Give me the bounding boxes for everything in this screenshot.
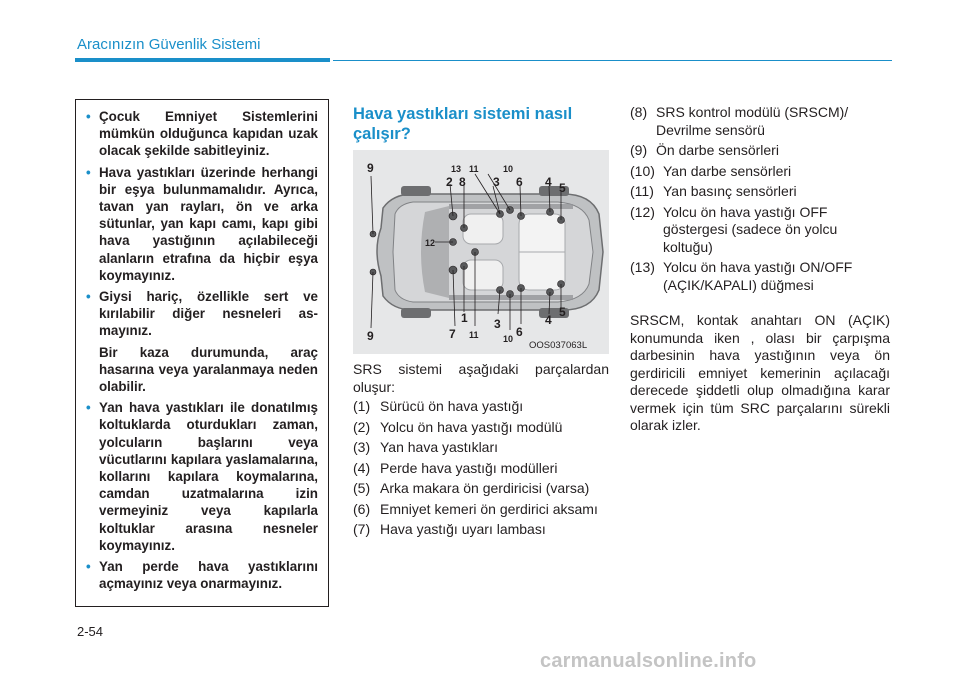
list-item: (8) SRS kontrol modülü (SRSCM)/ Devrilme sensörü — [630, 104, 849, 138]
parts-list-left — [353, 398, 609, 542]
warning-item — [86, 288, 318, 395]
label-11-bottom: 11 — [469, 330, 479, 340]
header-rule-thin — [333, 60, 892, 61]
label-12: 12 — [425, 238, 436, 248]
label-7: 7 — [449, 327, 456, 341]
parts-list-right — [630, 104, 890, 297]
header-rule-thick — [75, 58, 330, 62]
bullet-icon: • — [86, 164, 91, 180]
bullet-icon: • — [86, 400, 91, 416]
label-11-top: 11 — [469, 164, 479, 174]
list-item: (2) Yolcu ön hava yastığı modülü — [353, 418, 563, 435]
warning-item — [86, 399, 318, 554]
list-item: (3) Yan hava yastıkları — [353, 439, 499, 455]
list-item: (12) Yolcu ön hava yastığı OFF göstergesi (sadece ön yolcu koltuğu) — [630, 203, 838, 255]
diagram-code: OOS037063L — [529, 340, 588, 351]
label-10-top: 10 — [503, 164, 514, 174]
watermark-text: carmanualsonline.info — [540, 650, 757, 672]
page-header-title: Aracınızın Güvenlik Sistemi — [77, 36, 261, 53]
list-item: (11) Yan basınç sensörleri — [630, 183, 797, 199]
label-3-bottom: 3 — [494, 317, 501, 331]
warning-text: Çocuk Emniyet Sistemlerini mümkün olduğunca kapıdan uzak olacak şekilde sabitleyiniz. — [99, 109, 318, 159]
label-10-bottom: 10 — [503, 334, 514, 344]
bullet-icon: • — [86, 289, 91, 305]
label-6-bottom: 6 — [516, 325, 523, 339]
warning-item — [86, 558, 318, 592]
label-3-top: 3 — [493, 175, 500, 189]
warning-text: Giysi hariç, özellikle sert ve kırılabilir diğer nesneleri asmayınız. — [99, 289, 318, 339]
list-item: (5) Arka makara ön gerdiricisi (varsa) — [353, 480, 590, 496]
label-5-bottom: 5 — [559, 305, 566, 319]
warning-item — [86, 108, 318, 160]
warning-extra-text: Bir kaza durumunda, araç hasarına veya yaralanmaya neden olabilir. — [99, 344, 318, 395]
label-2: 2 — [446, 175, 453, 189]
page-number: 2-54 — [77, 624, 104, 639]
warning-text: Yan perde hava yastıklarını açmayınız veya onarmayınız. — [99, 559, 318, 592]
label-5-top: 5 — [559, 181, 566, 195]
list-item: (7) Hava yastığı uyarı lambası — [353, 521, 546, 537]
list-item: (13) Yolcu ön hava yastığı ON/OFF (AÇIK/KAPALI) düğmesi — [630, 259, 853, 293]
label-6-top: 6 — [516, 175, 523, 189]
warning-item — [86, 164, 318, 284]
srscm-paragraph: SRSCM, kontak anahtarı ON (AÇIK) konumunda iken , olası bir çarpışma darbesinin hava yastığının veya ön gerdiricili emniyet kemerinin açılacağı derecede şiddetli olup olmadığına karar vermek için tüm SRC parçalarını sürekli olarak izler. — [630, 312, 890, 433]
list-item: (4) Perde hava yastığı modülleri — [353, 459, 558, 476]
label-9-top: 9 — [367, 161, 374, 175]
label-4-top: 4 — [545, 175, 552, 189]
bullet-icon: • — [86, 559, 91, 575]
car-topview-illustration — [353, 150, 609, 354]
label-13: 13 — [451, 164, 462, 174]
label-8: 8 — [459, 175, 466, 189]
label-1: 1 — [461, 311, 468, 325]
section-intro: SRS sistemi aşağıdaki parçalardan oluşur: — [353, 361, 609, 395]
label-4-bottom: 4 — [545, 313, 552, 327]
warning-text: Yan hava yastıkları ile donatılmış koltuklarda oturdukları zaman, yolcuların başlarını veya vücutlarını kapılara yaslamalarına, kollarını kapılara koymalarına, camdan uzatmalarına izin vermeyiniz veya kapılarla koltuklar arasına nesneler koymayınız. — [99, 400, 318, 553]
warning-list — [76, 100, 328, 592]
list-item: (9) Ön darbe sensörleri — [630, 142, 779, 158]
list-item: (6) Emniyet kemeri ön gerdirici aksamı — [353, 500, 598, 517]
airbag-diagram — [353, 150, 609, 354]
label-9-bottom: 9 — [367, 329, 374, 343]
section-title: Hava yastıkları sistemi nasıl çalışır? — [353, 105, 573, 143]
warning-text: Hava yastıkları üzerinde herhangi bir eşya bulunmamalıdır. Ayrıca, tavan yan rayları, ön ve arka sütunlar, yan kapı camı, kapı gibi hava yastığının açılabileceği alanların etrafına da hiçbir eşya koymayınız. — [99, 164, 318, 283]
list-item: (1) Sürücü ön hava yastığı — [353, 398, 524, 414]
list-item: (10) Yan darbe sensörleri — [630, 162, 792, 179]
bullet-icon: • — [86, 109, 91, 124]
warning-box — [75, 99, 329, 607]
